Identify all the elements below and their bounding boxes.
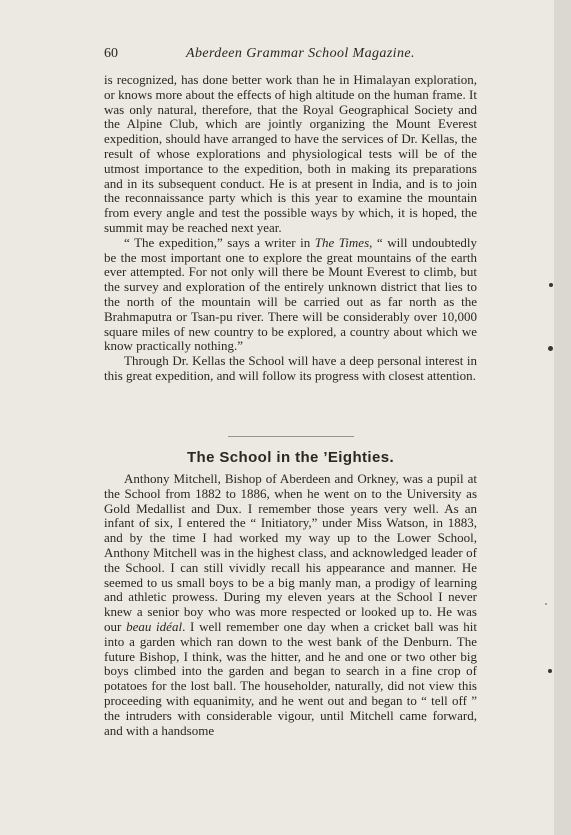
- paragraph-times-quote: [104, 236, 477, 354]
- paragraph-mitchell: [104, 472, 477, 738]
- page-header: [104, 44, 476, 64]
- ink-spot: [548, 669, 552, 673]
- times-quote-start: “ The expedition,” says a writer in: [124, 234, 315, 250]
- eighties-article: [104, 472, 477, 738]
- paragraph-kellas: is recognized, has done better work than he in Himalayan exploration, or knows more about the effects of high altitude on the human frame. It was only natural, therefore, that the Royal Geographical Society and the Alpine Club, which are jointly organizing the Mount Everest expedition, should have arranged to have the services of Dr. Kellas, the result of whose explorations and physiological tests will be of the utmost importance to the expedition, both in making its preparations and in its subsequent conduct. He is at present in India, and is to join the reconnaissance party which is this year to examine the mountain from every angle and test the possible ways by which, it is hoped, the summit may be reached next year.: [104, 72, 477, 235]
- ink-spot: [545, 603, 547, 605]
- section-title: The School in the ’Eighties.: [186, 449, 395, 466]
- beau-ideal: beau idéal: [126, 618, 183, 634]
- times-quote-rest: , “ will undoubtedly be the most important one to explore the great mountains of the earth ever attempted. For not only will there be Mount Everest to climb, but the survey and exploration of the entirely unknown district that lies to the north of the mountain will be carried out as far north as the Brahmaputra or Tsan-pu river. There will be considerably over 10,000 square miles of new country to be explored, a country about which we know practically nothing.”: [104, 234, 478, 354]
- page-edge-shadow: [554, 0, 571, 835]
- times-title: The Times: [314, 234, 370, 250]
- ink-spot: [548, 346, 553, 351]
- article-continuation: [104, 73, 477, 384]
- page-number: 60: [104, 46, 118, 61]
- mitchell-text-rest: . I well remember one day when a cricket ball was hit into a garden which ran down to the west bank of the Denburn. The future Bishop, I think, was the hitter, and he and one or two other big boys climbed into the garden and began to search in a fine crop of potatoes for the lost ball. The householder, naturally, did not view this proceeding with equanimity, and he went out and began to “ tell off ” the intruders with considerable vigour, until Mitchell came forward, and with a handsome: [104, 618, 477, 738]
- mitchell-text-start: Anthony Mitchell, Bishop of Aberdeen and Orkney, was a pupil at the School from 1882 to 1886, when he went on to the University as Gold Medallist and Dux. I remember those years very well. As an infant of six, I entered the “ Initiatory,” under Miss Watson, in 1883, and by the time I had worked my way up to the Lower School, Anthony Mitchell was in the highest class, and acknowledged leader of the School. I can still vividly recall his appearance and manner. He seemed to us small boys to be a big manly man, a prodigy of learning and athletic prowess. During my eleven years at the School I never knew a senior boy who was more respected or looked up to. He was our: [104, 471, 477, 634]
- paragraph-school-interest: Through Dr. Kellas the School will have a deep personal interest in this great expedition, and will follow its progress with closest attention.: [104, 353, 477, 383]
- section-divider: [228, 436, 354, 437]
- running-title: Aberdeen Grammar School Magazine.: [186, 46, 415, 61]
- ink-spot: [549, 283, 553, 287]
